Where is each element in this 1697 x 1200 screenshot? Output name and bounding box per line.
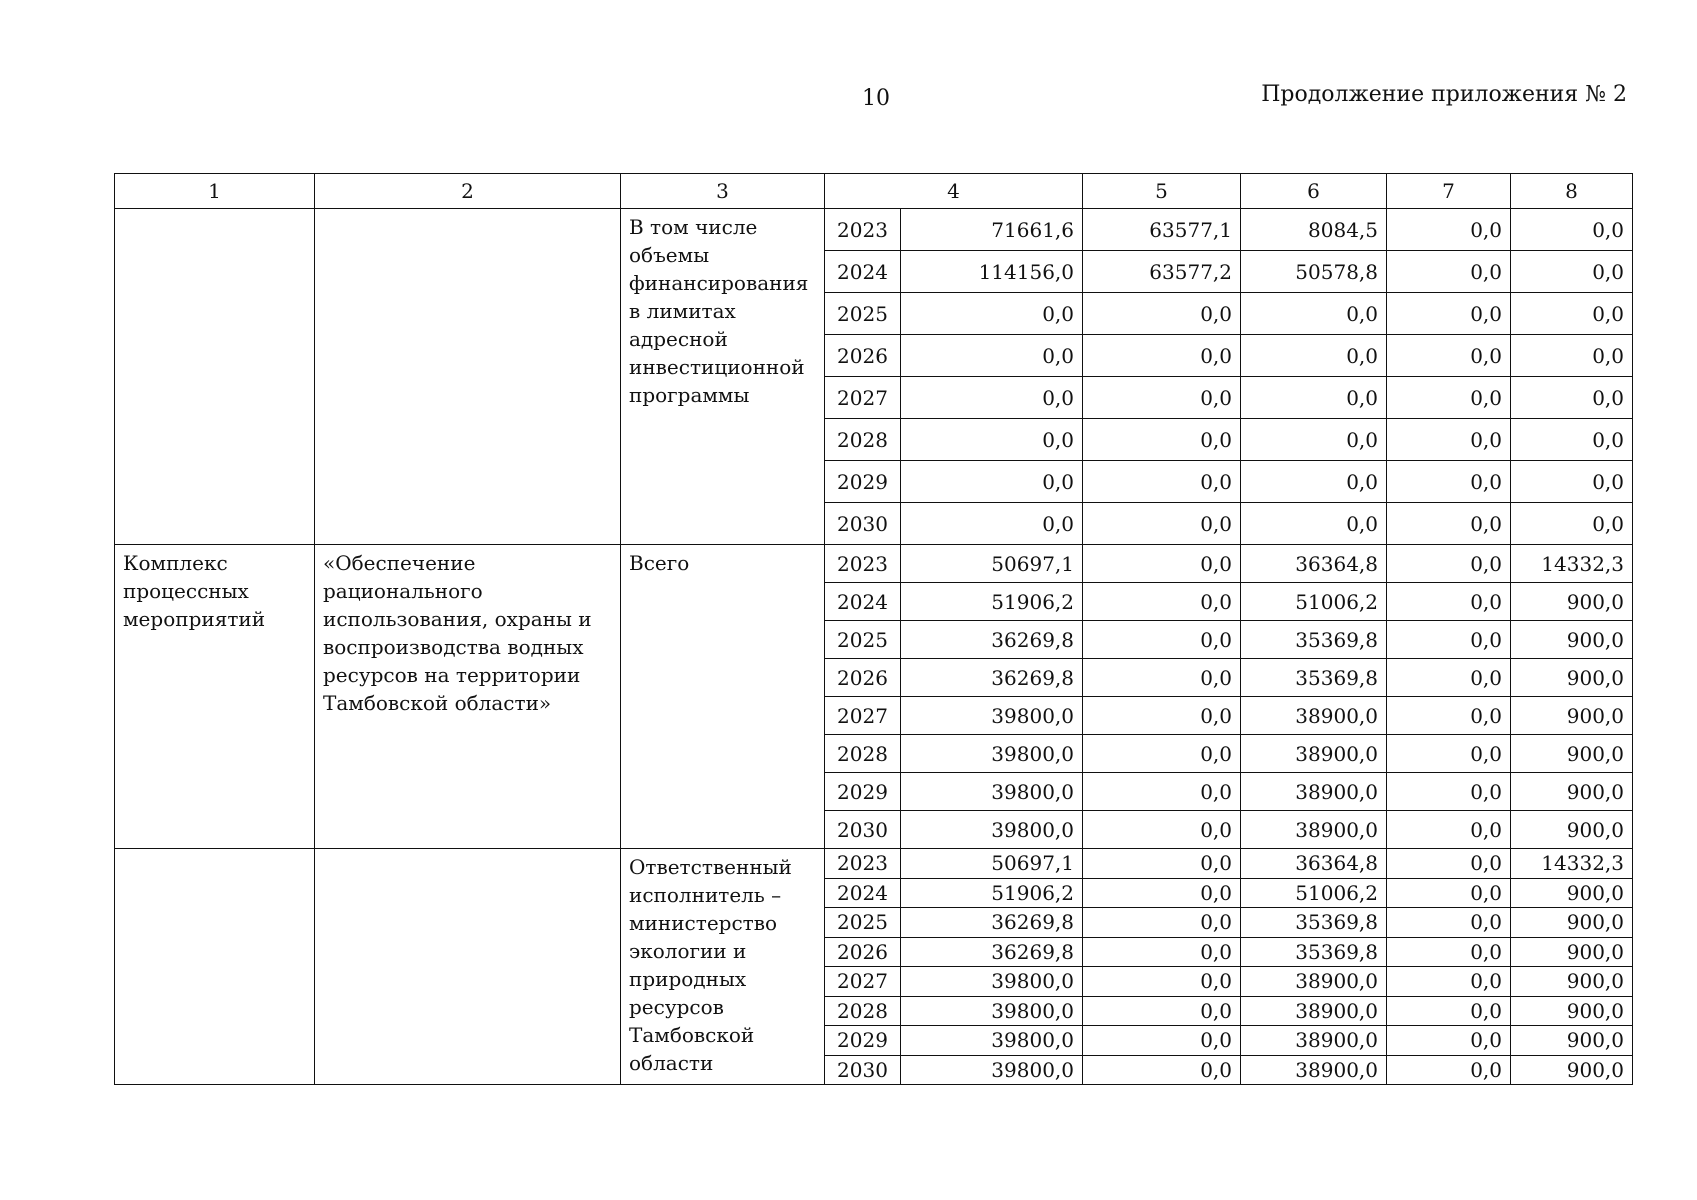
- value-cell-c8: 0,0: [1511, 335, 1633, 377]
- value-cell-c5: 0,0: [1083, 293, 1241, 335]
- value-cell-c8: 900,0: [1511, 697, 1633, 735]
- value-cell-c8: 900,0: [1511, 735, 1633, 773]
- value-cell-c8: 0,0: [1511, 461, 1633, 503]
- value-cell-c6: 35369,8: [1241, 937, 1387, 967]
- year-cell: 2030: [825, 503, 901, 545]
- year-cell: 2029: [825, 773, 901, 811]
- value-cell-c4: 36269,8: [901, 621, 1083, 659]
- value-cell-c8: 14332,3: [1511, 545, 1633, 583]
- value-cell-c5: 0,0: [1083, 545, 1241, 583]
- financing-table: [114, 173, 1633, 1085]
- value-cell-c7: 0,0: [1387, 545, 1511, 583]
- section-col2-cell: [315, 849, 621, 1085]
- year-cell: 2030: [825, 811, 901, 849]
- year-cell: 2026: [825, 659, 901, 697]
- value-cell-c6: 38900,0: [1241, 811, 1387, 849]
- column-number: 6: [1241, 174, 1387, 209]
- value-cell-c6: 36364,8: [1241, 849, 1387, 879]
- page-number: 10: [862, 86, 890, 111]
- value-cell-c8: 0,0: [1511, 251, 1633, 293]
- value-cell-c7: 0,0: [1387, 209, 1511, 251]
- value-cell-c8: 0,0: [1511, 293, 1633, 335]
- column-number: 8: [1511, 174, 1633, 209]
- value-cell-c4: 39800,0: [901, 811, 1083, 849]
- value-cell-c6: 50578,8: [1241, 251, 1387, 293]
- value-cell-c6: 51006,2: [1241, 583, 1387, 621]
- value-cell-c4: 0,0: [901, 461, 1083, 503]
- value-cell-c7: 0,0: [1387, 335, 1511, 377]
- value-cell-c6: 0,0: [1241, 461, 1387, 503]
- value-cell-c8: 0,0: [1511, 209, 1633, 251]
- year-cell: 2029: [825, 461, 901, 503]
- value-cell-c7: 0,0: [1387, 811, 1511, 849]
- continuation-title: Продолжение приложения № 2: [1261, 82, 1627, 107]
- value-cell-c7: 0,0: [1387, 503, 1511, 545]
- value-cell-c7: 0,0: [1387, 1026, 1511, 1056]
- year-cell: 2028: [825, 735, 901, 773]
- value-cell-c5: 0,0: [1083, 697, 1241, 735]
- table-row: [115, 209, 1633, 251]
- value-cell-c5: 0,0: [1083, 377, 1241, 419]
- value-cell-c6: 0,0: [1241, 335, 1387, 377]
- table-row: [115, 849, 1633, 879]
- value-cell-c7: 0,0: [1387, 937, 1511, 967]
- value-cell-c5: 0,0: [1083, 811, 1241, 849]
- value-cell-c8: 900,0: [1511, 1055, 1633, 1085]
- section-col1-cell: [115, 209, 315, 545]
- value-cell-c6: 35369,8: [1241, 659, 1387, 697]
- value-cell-c4: 39800,0: [901, 735, 1083, 773]
- value-cell-c5: 0,0: [1083, 996, 1241, 1026]
- value-cell-c8: 900,0: [1511, 1026, 1633, 1056]
- value-cell-c4: 36269,8: [901, 908, 1083, 938]
- value-cell-c6: 38900,0: [1241, 1026, 1387, 1056]
- value-cell-c7: 0,0: [1387, 1055, 1511, 1085]
- value-cell-c5: 0,0: [1083, 735, 1241, 773]
- value-cell-c8: 900,0: [1511, 908, 1633, 938]
- value-cell-c4: 71661,6: [901, 209, 1083, 251]
- value-cell-c8: 900,0: [1511, 996, 1633, 1026]
- year-cell: 2027: [825, 697, 901, 735]
- value-cell-c5: 0,0: [1083, 773, 1241, 811]
- value-cell-c7: 0,0: [1387, 293, 1511, 335]
- value-cell-c7: 0,0: [1387, 419, 1511, 461]
- value-cell-c6: 0,0: [1241, 419, 1387, 461]
- value-cell-c5: 0,0: [1083, 908, 1241, 938]
- year-cell: 2027: [825, 967, 901, 997]
- value-cell-c6: 38900,0: [1241, 996, 1387, 1026]
- value-cell-c7: 0,0: [1387, 773, 1511, 811]
- value-cell-c6: 38900,0: [1241, 1055, 1387, 1085]
- year-cell: 2030: [825, 1055, 901, 1085]
- value-cell-c6: 38900,0: [1241, 773, 1387, 811]
- section-col1-cell: [115, 849, 315, 1085]
- value-cell-c4: 50697,1: [901, 849, 1083, 879]
- value-cell-c6: 38900,0: [1241, 697, 1387, 735]
- value-cell-c7: 0,0: [1387, 908, 1511, 938]
- value-cell-c5: 0,0: [1083, 878, 1241, 908]
- value-cell-c5: 0,0: [1083, 503, 1241, 545]
- value-cell-c8: 900,0: [1511, 967, 1633, 997]
- value-cell-c8: 14332,3: [1511, 849, 1633, 879]
- value-cell-c4: 0,0: [901, 335, 1083, 377]
- value-cell-c5: 0,0: [1083, 937, 1241, 967]
- value-cell-c7: 0,0: [1387, 996, 1511, 1026]
- value-cell-c7: 0,0: [1387, 621, 1511, 659]
- year-cell: 2024: [825, 583, 901, 621]
- value-cell-c5: 0,0: [1083, 621, 1241, 659]
- year-cell: 2027: [825, 377, 901, 419]
- column-number: 1: [115, 174, 315, 209]
- value-cell-c5: 0,0: [1083, 1055, 1241, 1085]
- column-number: 4: [825, 174, 1083, 209]
- year-cell: 2026: [825, 335, 901, 377]
- value-cell-c4: 39800,0: [901, 697, 1083, 735]
- value-cell-c4: 39800,0: [901, 1026, 1083, 1056]
- column-number: 3: [621, 174, 825, 209]
- value-cell-c8: 0,0: [1511, 419, 1633, 461]
- year-cell: 2025: [825, 621, 901, 659]
- value-cell-c4: 50697,1: [901, 545, 1083, 583]
- value-cell-c6: 38900,0: [1241, 967, 1387, 997]
- column-number-row: [115, 174, 1633, 209]
- value-cell-c5: 0,0: [1083, 419, 1241, 461]
- section-col3-cell: Всего: [621, 545, 825, 849]
- value-cell-c7: 0,0: [1387, 849, 1511, 879]
- value-cell-c6: 0,0: [1241, 293, 1387, 335]
- value-cell-c4: 36269,8: [901, 659, 1083, 697]
- value-cell-c4: 36269,8: [901, 937, 1083, 967]
- value-cell-c6: 51006,2: [1241, 878, 1387, 908]
- value-cell-c7: 0,0: [1387, 377, 1511, 419]
- value-cell-c7: 0,0: [1387, 659, 1511, 697]
- value-cell-c8: 900,0: [1511, 621, 1633, 659]
- value-cell-c6: 35369,8: [1241, 908, 1387, 938]
- year-cell: 2028: [825, 996, 901, 1026]
- value-cell-c5: 63577,1: [1083, 209, 1241, 251]
- value-cell-c6: 0,0: [1241, 503, 1387, 545]
- value-cell-c4: 0,0: [901, 419, 1083, 461]
- value-cell-c4: 114156,0: [901, 251, 1083, 293]
- value-cell-c4: 39800,0: [901, 996, 1083, 1026]
- value-cell-c5: 0,0: [1083, 659, 1241, 697]
- year-cell: 2023: [825, 849, 901, 879]
- value-cell-c5: 0,0: [1083, 583, 1241, 621]
- value-cell-c8: 900,0: [1511, 659, 1633, 697]
- value-cell-c8: 0,0: [1511, 503, 1633, 545]
- value-cell-c8: 900,0: [1511, 583, 1633, 621]
- year-cell: 2028: [825, 419, 901, 461]
- value-cell-c4: 0,0: [901, 377, 1083, 419]
- value-cell-c8: 900,0: [1511, 937, 1633, 967]
- value-cell-c7: 0,0: [1387, 878, 1511, 908]
- value-cell-c4: 51906,2: [901, 583, 1083, 621]
- year-cell: 2025: [825, 293, 901, 335]
- year-cell: 2025: [825, 908, 901, 938]
- value-cell-c6: 8084,5: [1241, 209, 1387, 251]
- value-cell-c7: 0,0: [1387, 735, 1511, 773]
- value-cell-c7: 0,0: [1387, 697, 1511, 735]
- value-cell-c4: 39800,0: [901, 773, 1083, 811]
- value-cell-c4: 51906,2: [901, 878, 1083, 908]
- value-cell-c7: 0,0: [1387, 967, 1511, 997]
- value-cell-c8: 900,0: [1511, 811, 1633, 849]
- column-number: 7: [1387, 174, 1511, 209]
- section-col3-cell: Ответственный исполнитель – министерство экологии и природных ресурсов Тамбовской области: [621, 849, 825, 1085]
- value-cell-c5: 63577,2: [1083, 251, 1241, 293]
- value-cell-c6: 38900,0: [1241, 735, 1387, 773]
- year-cell: 2023: [825, 209, 901, 251]
- section-col2-cell: [315, 209, 621, 545]
- year-cell: 2024: [825, 878, 901, 908]
- value-cell-c6: 36364,8: [1241, 545, 1387, 583]
- value-cell-c4: 39800,0: [901, 967, 1083, 997]
- value-cell-c8: 900,0: [1511, 878, 1633, 908]
- value-cell-c5: 0,0: [1083, 967, 1241, 997]
- value-cell-c8: 900,0: [1511, 773, 1633, 811]
- value-cell-c4: 39800,0: [901, 1055, 1083, 1085]
- value-cell-c5: 0,0: [1083, 461, 1241, 503]
- value-cell-c4: 0,0: [901, 293, 1083, 335]
- value-cell-c6: 35369,8: [1241, 621, 1387, 659]
- table-row: [115, 545, 1633, 583]
- value-cell-c5: 0,0: [1083, 1026, 1241, 1056]
- section-col1-cell: Комплекс процессных мероприятий: [115, 545, 315, 849]
- value-cell-c7: 0,0: [1387, 461, 1511, 503]
- year-cell: 2024: [825, 251, 901, 293]
- value-cell-c5: 0,0: [1083, 849, 1241, 879]
- value-cell-c7: 0,0: [1387, 583, 1511, 621]
- value-cell-c5: 0,0: [1083, 335, 1241, 377]
- value-cell-c7: 0,0: [1387, 251, 1511, 293]
- value-cell-c8: 0,0: [1511, 377, 1633, 419]
- value-cell-c6: 0,0: [1241, 377, 1387, 419]
- year-cell: 2029: [825, 1026, 901, 1056]
- section-col2-cell: «Обеспечение рационального использования, охраны и воспроизводства водных ресурсов на территории Тамбовской области»: [315, 545, 621, 849]
- column-number: 2: [315, 174, 621, 209]
- value-cell-c4: 0,0: [901, 503, 1083, 545]
- section-col3-cell: В том числе объемы финансирования в лимитах адресной инвестиционной программы: [621, 209, 825, 545]
- year-cell: 2026: [825, 937, 901, 967]
- column-number: 5: [1083, 174, 1241, 209]
- year-cell: 2023: [825, 545, 901, 583]
